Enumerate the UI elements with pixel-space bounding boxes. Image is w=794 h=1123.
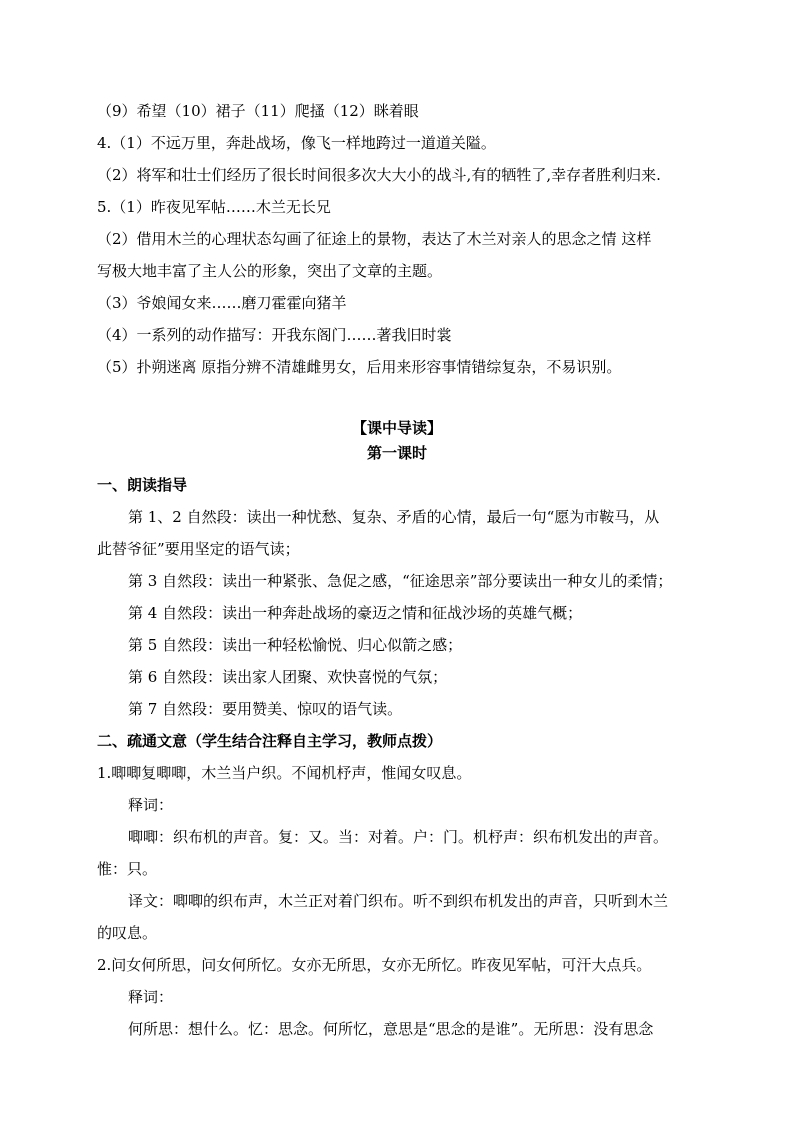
answer-5-5: （5）扑朔迷离 原指分辨不清雄雌男女，后用来形容事情错综复杂，不易识别。 — [97, 358, 622, 376]
sentence-1: 1.唧唧复唧唧，木兰当户织。不闻机杼声，惟闻女叹息。 — [97, 764, 472, 782]
answer-5-2-line-2: 写极大地丰富了主人公的形象，突出了文章的主题。 — [97, 262, 443, 280]
reading-guide-p2: 第 3 自然段：读出一种紧张、急促之感，“征途思亲”部分要读出一种女儿的柔情； — [128, 572, 673, 590]
sentence-1-translation-line-2: 的叹息。 — [97, 924, 158, 942]
sentence-2: 2.问女何所思，问女何所忆。女亦无所思，女亦无所忆。昨夜见军帖，可汗大点兵。 — [97, 956, 652, 974]
section-heading: 【课中导读】 — [351, 419, 442, 437]
sentence-1-gloss-line-1: 唧唧：织布机的声音。复：又。当：对着。户：门。机杼声：织布机发出的声音。 — [128, 828, 669, 846]
part1-title: 一、朗读指导 — [97, 476, 188, 494]
sentence-2-gloss-label: 释词： — [128, 988, 174, 1006]
reading-guide-p1-line-2: 此替爷征”要用坚定的语气读； — [97, 540, 300, 558]
answer-5-1: 5.（1）昨夜见军帖……木兰无长兄 — [97, 198, 331, 216]
answer-5-3: （3）爷娘闻女来……磨刀霍霍向猪羊 — [97, 294, 347, 312]
reading-guide-p1-line-1: 第 1、2 自然段：读出一种忧愁、复杂、矛盾的心情，最后一句“愿为市鞍马，从 — [128, 508, 660, 526]
section-subheading: 第一课时 — [366, 444, 427, 462]
sentence-2-gloss-line-1: 何所思：想什么。忆：思念。何所忆，意思是“思念的是谁”。无所思：没有思念 — [128, 1020, 654, 1038]
reading-guide-p3: 第 4 自然段：读出一种奔赴战场的豪迈之情和征战沙场的英雄气概； — [128, 604, 583, 622]
reading-guide-p5: 第 6 自然段：读出家人团聚、欢快喜悦的气氛； — [128, 668, 448, 686]
sentence-1-translation-line-1: 译文：唧唧的织布声，木兰正对着门织布。听不到织布机发出的声音，只听到木兰 — [128, 892, 669, 910]
answer-4-1: 4.（1）不远万里，奔赴战场，像飞一样地跨过一道道关隘。 — [97, 134, 496, 152]
reading-guide-p6: 第 7 自然段：要用赞美、惊叹的语气读。 — [128, 700, 403, 718]
reading-guide-p4: 第 5 自然段：读出一种轻松愉悦、归心似箭之感； — [128, 636, 463, 654]
answer-line-9-12: （9）希望（10）裙子（11）爬搔（12）眯着眼 — [97, 102, 419, 120]
sentence-1-gloss-label: 释词： — [128, 796, 174, 814]
part2-title: 二、疏通文意（学生结合注释自主学习，教师点拨） — [97, 732, 443, 750]
answer-5-2-line-1: （2）借用木兰的心理状态勾画了征途上的景物，表达了木兰对亲人的思念之情 这样 — [97, 230, 652, 248]
answer-5-4: （4）一系列的动作描写：开我东阁门……著我旧时裳 — [97, 326, 452, 344]
sentence-1-gloss-line-2: 惟：只。 — [97, 860, 158, 878]
answer-4-2: （2）将军和壮士们经历了很长时间很多次大大小的战斗,有的牺牲了,幸存者胜利归来. — [97, 166, 661, 184]
